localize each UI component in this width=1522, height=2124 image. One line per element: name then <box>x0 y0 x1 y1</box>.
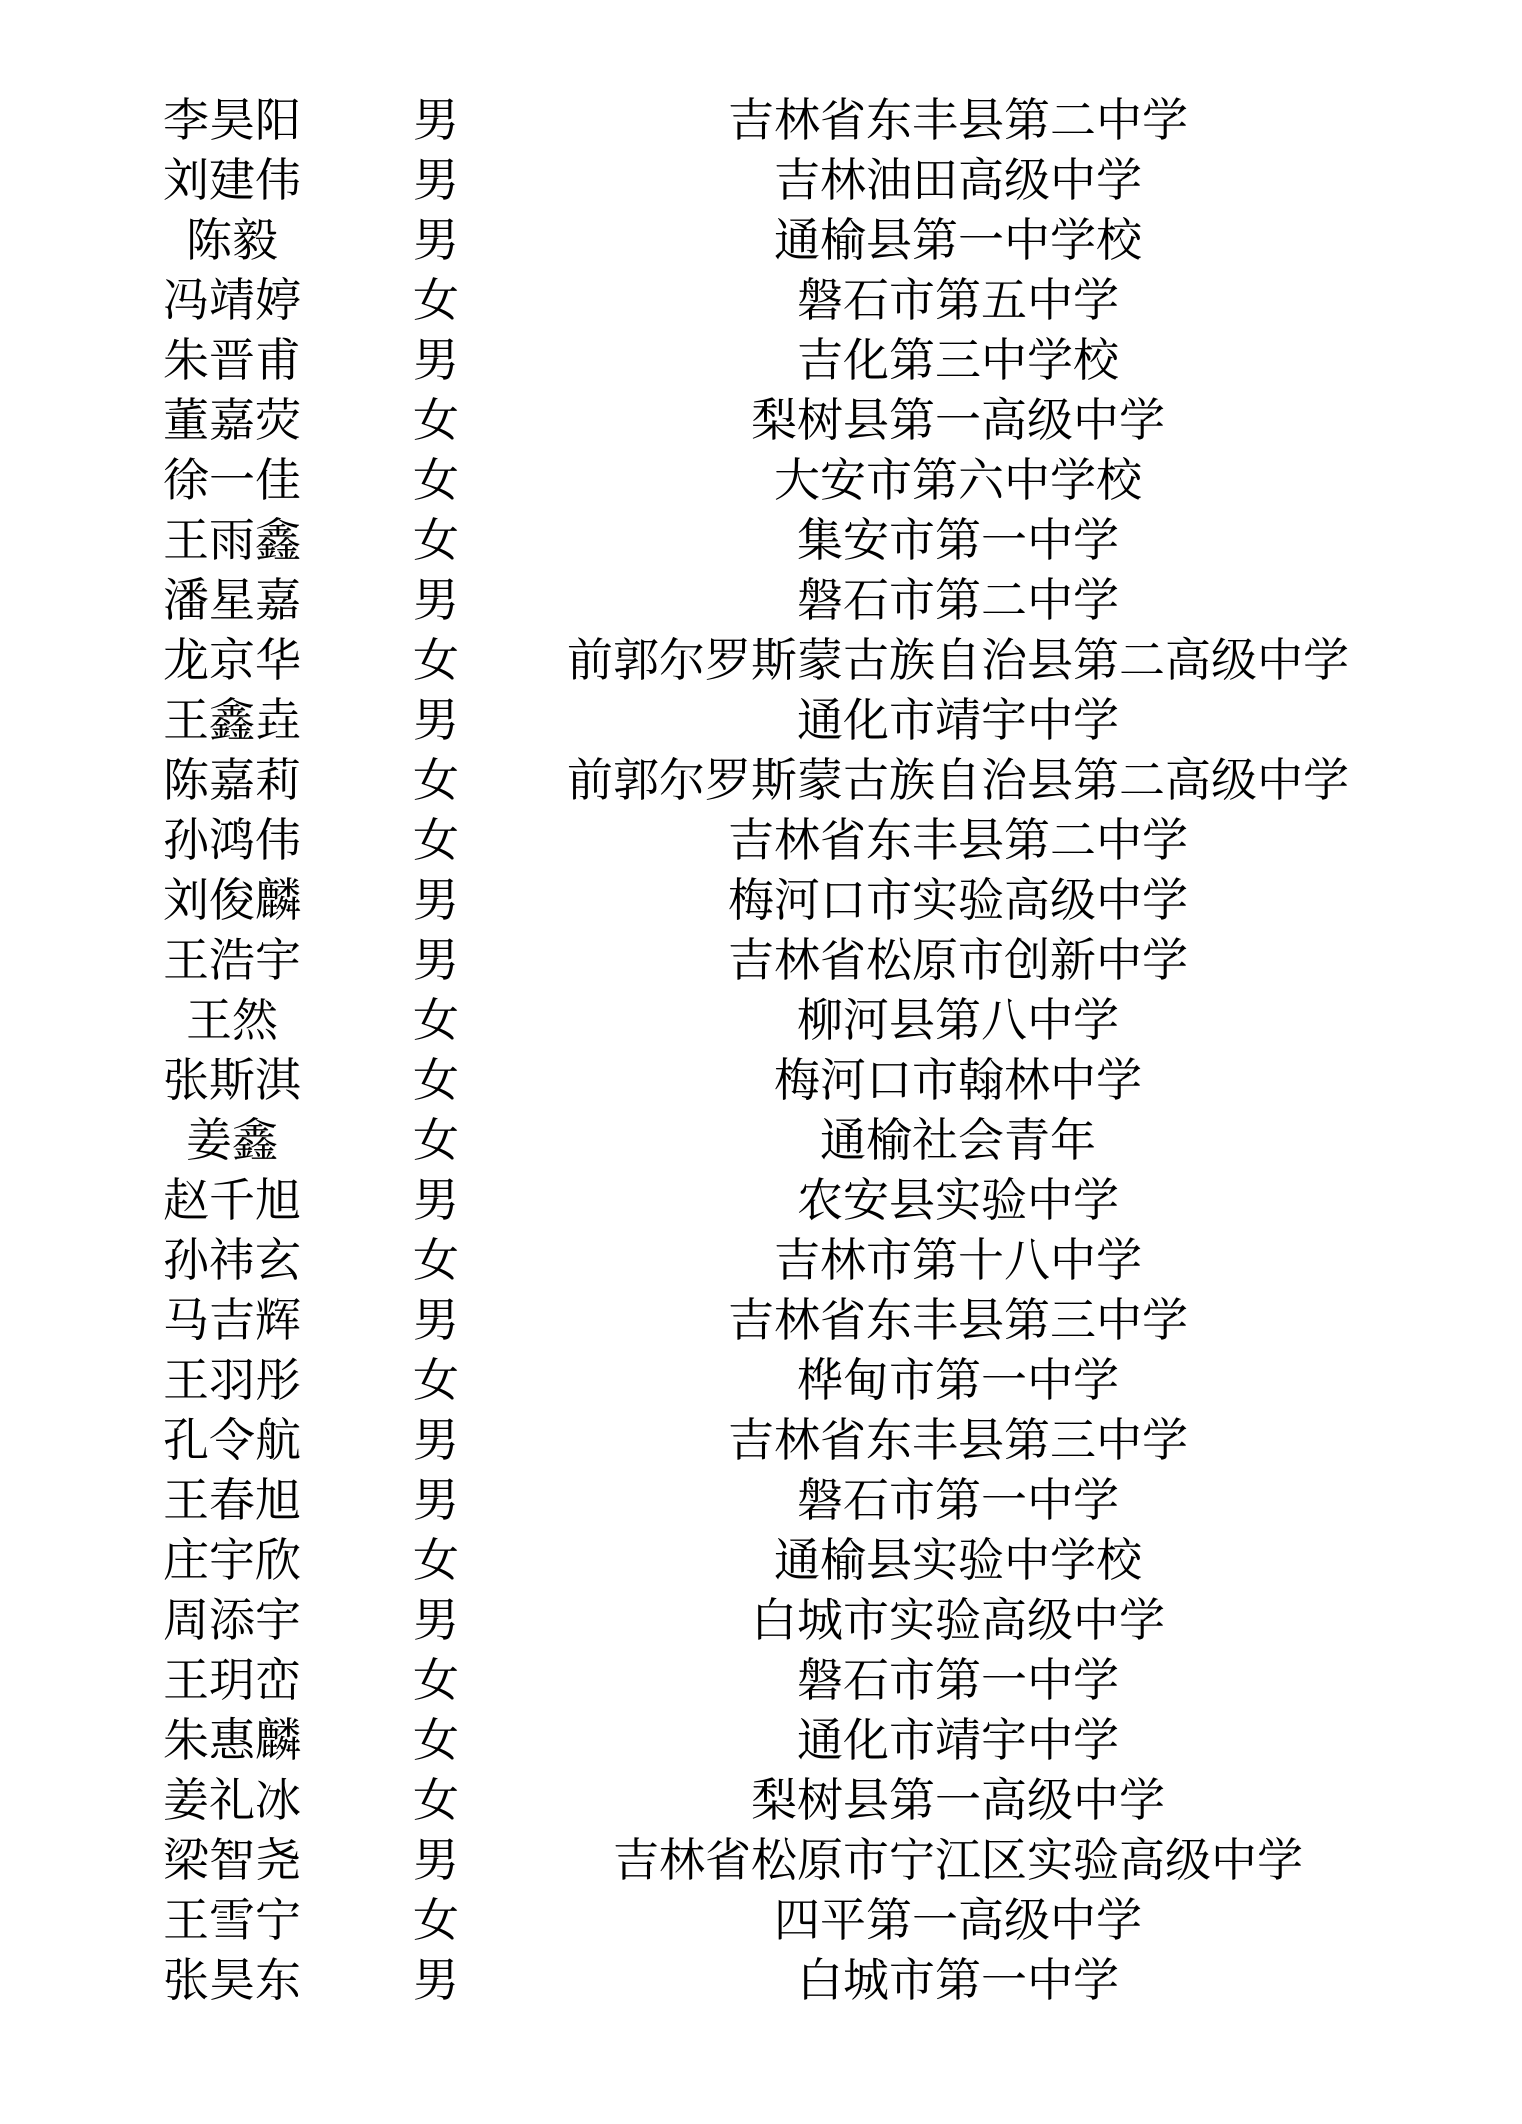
student-school: 梨树县第一高级中学 <box>751 1773 1165 1827</box>
student-school: 桦甸市第一中学 <box>797 1353 1119 1407</box>
list-item <box>0 1170 1522 1230</box>
list-item <box>0 90 1522 150</box>
student-school: 磐石市第一中学 <box>797 1473 1119 1527</box>
student-name: 张昊东 <box>163 1953 301 2007</box>
list-item <box>0 1470 1522 1530</box>
student-gender: 女 <box>413 1353 459 1407</box>
student-school: 磐石市第五中学 <box>797 273 1119 327</box>
student-gender: 男 <box>413 1593 459 1647</box>
list-item <box>0 150 1522 210</box>
student-school: 吉林省东丰县第二中学 <box>728 93 1188 147</box>
student-name: 王鑫垚 <box>163 693 301 747</box>
student-name: 赵千旭 <box>163 1173 301 1227</box>
student-gender: 男 <box>413 213 459 267</box>
list-item <box>0 1830 1522 1890</box>
student-gender: 男 <box>413 1473 459 1527</box>
student-school: 柳河县第八中学 <box>797 993 1119 1047</box>
list-item <box>0 570 1522 630</box>
student-school: 吉林油田高级中学 <box>774 153 1142 207</box>
student-school: 吉化第三中学校 <box>797 333 1119 387</box>
student-name: 张斯淇 <box>163 1053 301 1107</box>
student-gender: 男 <box>413 1833 459 1887</box>
student-gender: 男 <box>413 153 459 207</box>
student-name: 王雪宁 <box>163 1893 301 1947</box>
student-gender: 女 <box>413 513 459 567</box>
student-name: 王玥峦 <box>163 1653 301 1707</box>
student-name: 姜礼冰 <box>163 1773 301 1827</box>
student-gender: 男 <box>413 573 459 627</box>
student-name: 陈嘉莉 <box>163 753 301 807</box>
list-item <box>0 1950 1522 2010</box>
student-gender: 男 <box>413 1413 459 1467</box>
student-school: 梅河口市实验高级中学 <box>728 873 1188 927</box>
student-name: 王然 <box>186 993 278 1047</box>
student-school: 四平第一高级中学 <box>774 1893 1142 1947</box>
list-item <box>0 270 1522 330</box>
student-gender: 女 <box>413 1533 459 1587</box>
student-name: 孔令航 <box>163 1413 301 1467</box>
student-school: 农安县实验中学 <box>797 1173 1119 1227</box>
student-gender: 女 <box>413 993 459 1047</box>
student-gender: 女 <box>413 453 459 507</box>
student-gender: 女 <box>413 393 459 447</box>
student-gender: 女 <box>413 1773 459 1827</box>
student-school: 吉林省东丰县第二中学 <box>728 813 1188 867</box>
student-school: 白城市第一中学 <box>797 1953 1119 2007</box>
student-gender: 男 <box>413 1953 459 2007</box>
student-name: 徐一佳 <box>163 453 301 507</box>
student-name: 王羽彤 <box>163 1353 301 1407</box>
student-name: 孙鸿伟 <box>163 813 301 867</box>
student-name: 潘星嘉 <box>163 573 301 627</box>
student-school: 通化市靖宇中学 <box>797 1713 1119 1767</box>
student-gender: 女 <box>413 753 459 807</box>
list-item <box>0 1530 1522 1590</box>
student-school: 吉林省松原市宁江区实验高级中学 <box>613 1833 1303 1887</box>
student-name: 朱晋甫 <box>163 333 301 387</box>
student-school: 前郭尔罗斯蒙古族自治县第二高级中学 <box>567 753 1349 807</box>
list-item <box>0 1290 1522 1350</box>
list-item <box>0 1770 1522 1830</box>
list-item <box>0 750 1522 810</box>
student-name: 王雨鑫 <box>163 513 301 567</box>
list-item <box>0 1410 1522 1470</box>
list-item <box>0 390 1522 450</box>
student-name: 李昊阳 <box>163 93 301 147</box>
list-item <box>0 990 1522 1050</box>
student-school: 前郭尔罗斯蒙古族自治县第二高级中学 <box>567 633 1349 687</box>
student-name: 孙祎玄 <box>163 1233 301 1287</box>
student-gender: 男 <box>413 1173 459 1227</box>
list-item <box>0 1710 1522 1770</box>
student-name: 龙京华 <box>163 633 301 687</box>
student-name: 刘俊麟 <box>163 873 301 927</box>
student-school: 集安市第一中学 <box>797 513 1119 567</box>
student-name: 陈毅 <box>186 213 278 267</box>
student-name: 刘建伟 <box>163 153 301 207</box>
student-gender: 女 <box>413 1233 459 1287</box>
student-school: 白城市实验高级中学 <box>751 1593 1165 1647</box>
list-item <box>0 510 1522 570</box>
student-school: 通榆社会青年 <box>820 1113 1096 1167</box>
list-item <box>0 1590 1522 1650</box>
student-gender: 男 <box>413 693 459 747</box>
student-gender: 女 <box>413 1713 459 1767</box>
list-item <box>0 330 1522 390</box>
student-gender: 女 <box>413 273 459 327</box>
student-list <box>0 90 1522 2010</box>
student-gender: 男 <box>413 873 459 927</box>
student-school: 吉林省松原市创新中学 <box>728 933 1188 987</box>
list-item <box>0 1050 1522 1110</box>
student-gender: 女 <box>413 633 459 687</box>
student-school: 磐石市第一中学 <box>797 1653 1119 1707</box>
student-gender: 男 <box>413 93 459 147</box>
list-item <box>0 1890 1522 1950</box>
list-item <box>0 210 1522 270</box>
list-item <box>0 630 1522 690</box>
student-school: 通榆县第一中学校 <box>774 213 1142 267</box>
student-name: 冯靖婷 <box>163 273 301 327</box>
list-item <box>0 810 1522 870</box>
student-school: 大安市第六中学校 <box>774 453 1142 507</box>
list-item <box>0 690 1522 750</box>
student-school: 梨树县第一高级中学 <box>751 393 1165 447</box>
student-school: 通榆县实验中学校 <box>774 1533 1142 1587</box>
list-item <box>0 1350 1522 1410</box>
list-item <box>0 870 1522 930</box>
student-gender: 女 <box>413 1893 459 1947</box>
student-school: 吉林市第十八中学 <box>774 1233 1142 1287</box>
list-item <box>0 930 1522 990</box>
student-name: 马吉辉 <box>163 1293 301 1347</box>
student-name: 王春旭 <box>163 1473 301 1527</box>
student-gender: 女 <box>413 1113 459 1167</box>
list-item <box>0 1650 1522 1710</box>
student-gender: 男 <box>413 933 459 987</box>
student-name: 姜鑫 <box>186 1113 278 1167</box>
student-gender: 女 <box>413 1053 459 1107</box>
student-name: 王浩宇 <box>163 933 301 987</box>
student-school: 磐石市第二中学 <box>797 573 1119 627</box>
student-name: 周添宇 <box>163 1593 301 1647</box>
student-school: 吉林省东丰县第三中学 <box>728 1293 1188 1347</box>
student-name: 梁智尧 <box>163 1833 301 1887</box>
student-gender: 男 <box>413 1293 459 1347</box>
student-gender: 男 <box>413 333 459 387</box>
student-name: 朱惠麟 <box>163 1713 301 1767</box>
list-item <box>0 1230 1522 1290</box>
student-name: 庄宇欣 <box>163 1533 301 1587</box>
student-school: 吉林省东丰县第三中学 <box>728 1413 1188 1467</box>
student-school: 通化市靖宇中学 <box>797 693 1119 747</box>
student-gender: 女 <box>413 813 459 867</box>
student-gender: 女 <box>413 1653 459 1707</box>
list-item <box>0 1110 1522 1170</box>
list-item <box>0 450 1522 510</box>
student-name: 董嘉荧 <box>163 393 301 447</box>
student-school: 梅河口市翰林中学 <box>774 1053 1142 1107</box>
